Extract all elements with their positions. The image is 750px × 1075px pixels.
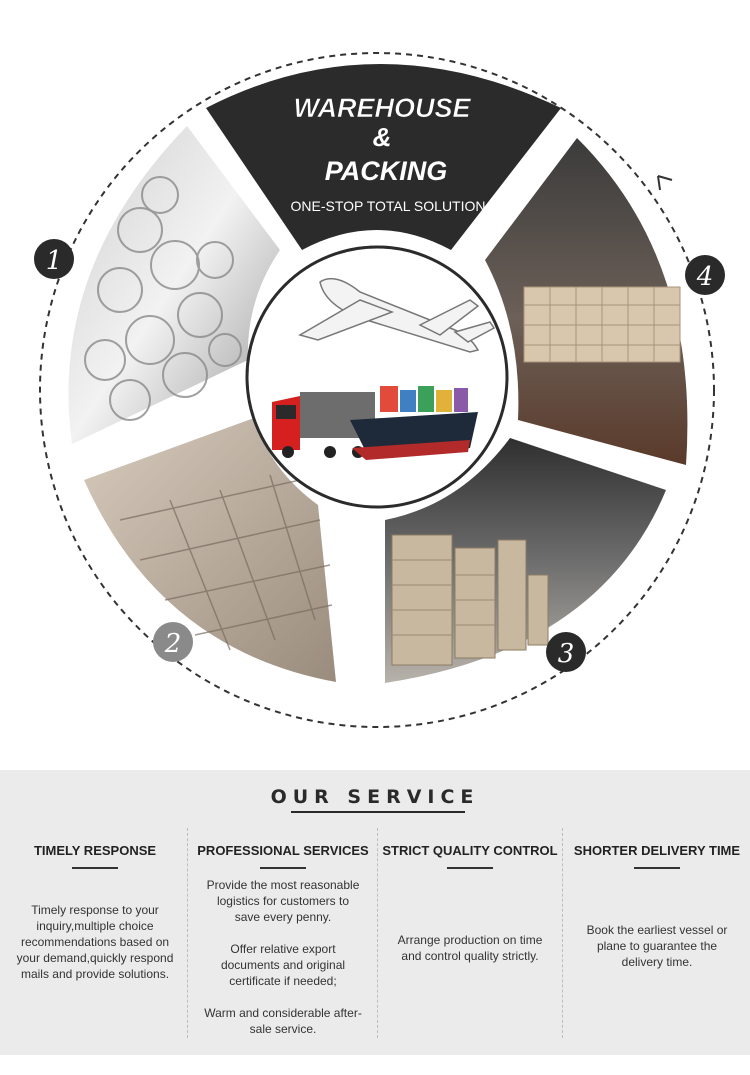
title-line-1: WAREHOUSE [293,93,471,123]
column-heading: STRICT QUALITY CONTROL [382,843,558,858]
column-heading: PROFESSIONAL SERVICES [197,843,369,858]
column-paragraph: Warm and considerable after-sale service. [204,1006,362,1036]
column-body [204,877,362,1053]
column-divider [562,828,563,1038]
segment-container [485,138,687,465]
section-title-underline [291,811,465,813]
column-body [391,932,549,980]
column-body [578,922,736,986]
column-paragraph: Offer relative export documents and original certificate if needed; [220,942,346,988]
step-badge-4 [685,255,725,295]
column-body [16,902,174,998]
column-paragraph: Provide the most reasonable logistics for customers to save every penny. [206,878,360,924]
step-badge-1 [34,239,74,279]
column-paragraph: Book the earliest vessel or plane to guarantee the delivery time. [586,923,728,969]
column-heading: SHORTER DELIVERY TIME [573,843,741,858]
title-subtitle: ONE-STOP TOTAL SOLUTION [290,198,486,214]
title-line-3: PACKING [324,156,448,186]
our-service-section [0,770,750,1055]
svg-text:1: 1 [45,246,63,276]
column-heading-underline [260,867,306,869]
column-divider [187,828,188,1038]
svg-text:4: 4 [696,262,714,292]
service-column-timely-response [2,828,188,1038]
column-heading-underline [634,867,680,869]
section-title: OUR SERVICE [270,786,480,808]
column-heading: TIMELY RESPONSE [33,843,157,858]
step-badge-2 [153,622,193,662]
center-logistics-image [247,247,507,507]
svg-text:3: 3 [557,639,575,669]
service-column-shorter-delivery-time [564,828,750,1038]
service-column-strict-quality-control [377,828,563,1038]
column-heading-underline [447,867,493,869]
arrow-up-icon [658,176,672,190]
step-badge-3 [546,632,586,672]
svg-text:2: 2 [164,629,182,659]
column-paragraph: Timely response to your inquiry,multiple choice recommendations based on your demand,quickly respond mails and provide solutions. [16,903,174,981]
column-paragraph: Arrange production on time and control quality strictly. [397,933,543,963]
title-line-2: & [372,122,392,152]
service-column-professional-services [190,828,376,1038]
column-heading-underline [72,867,118,869]
